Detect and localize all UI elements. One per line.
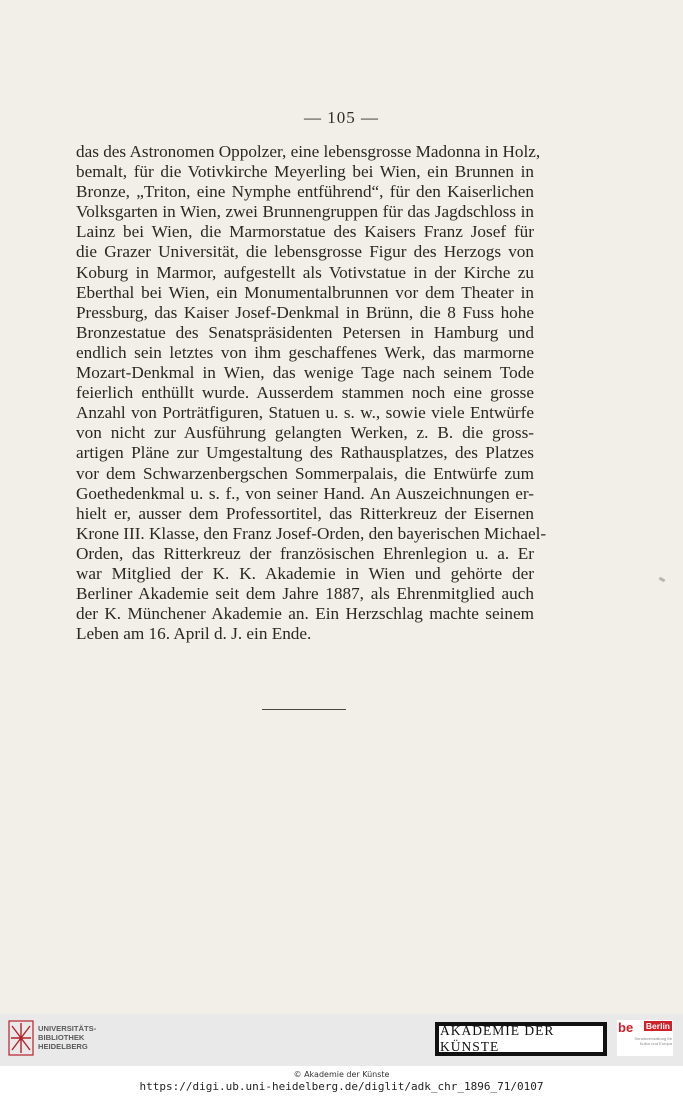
text-line: Volksgarten in Wien, zwei Brunnengruppen für das Jagdschloss in bbox=[76, 202, 534, 222]
library-line: UNIVERSITÄTS- bbox=[38, 1024, 97, 1033]
text-line: bemalt, für die Votivkirche Meyerling bei Wien, ein Brunnen in bbox=[76, 162, 534, 182]
berlin-logo-be: be bbox=[618, 1020, 634, 1035]
text-line: Leben am 16. April d. J. ein Ende. bbox=[76, 624, 312, 644]
text-line: Mozart-Denkmal in Wien, das wenige Tage nach seinem Tode bbox=[76, 363, 534, 383]
berlin-logo-caption: Senatsverwaltung für Kultur und Europa bbox=[634, 1036, 672, 1046]
text-line: Krone III. Klasse, den Franz Josef-Orden, den bayerischen Michael- bbox=[76, 523, 547, 543]
text-line: endlich sein letztes von ihm geschaffenes Werk, das marmorne bbox=[76, 342, 534, 362]
paper-speck bbox=[659, 577, 666, 583]
copyright-notice: © Akademie der Künste bbox=[293, 1070, 390, 1079]
text-line: die Grazer Universität, die lebensgrosse Figur des Herzogs von bbox=[76, 242, 534, 262]
library-line: HEIDELBERG bbox=[38, 1042, 88, 1051]
text-line: Orden, das Ritterkreuz der französischen Ehrenlegion u. a. Er bbox=[76, 543, 534, 563]
text-line: von nicht zur Ausführung gelangten Werken, z. B. die gross- bbox=[76, 423, 534, 443]
text-line: Koburg in Marmor, aufgestellt als Votivstatue in der Kirche zu bbox=[76, 262, 534, 282]
text-line: der K. Münchener Akademie an. Ein Herzschlag machte seinem bbox=[76, 604, 534, 624]
university-library-name[interactable] bbox=[38, 1024, 96, 1051]
text-line: das des Astronomen Oppolzer, eine lebensgrosse Madonna in Holz, bbox=[76, 142, 541, 161]
text-line: Pressburg, das Kaiser Josef-Denkmal in Brünn, die 8 Fuss hohe bbox=[76, 302, 534, 322]
akademie-logo-frame bbox=[439, 1023, 603, 1054]
text-line: Goethedenkmal u. s. f., von seiner Hand. An Auszeichnungen er- bbox=[76, 483, 534, 503]
text-line: vor dem Schwarzenbergschen Sommerpalais, die Entwürfe zum bbox=[76, 463, 534, 483]
page-number: — 105 — bbox=[304, 108, 379, 127]
permalink-url[interactable]: https://digi.ub.uni-heidelberg.de/diglit/adk_chr_1896_71/0107 bbox=[139, 1080, 544, 1093]
university-library-logo-icon[interactable] bbox=[8, 1020, 34, 1056]
akademie-logo[interactable] bbox=[435, 1022, 607, 1056]
text-line: Lainz bei Wien, die Marmorstatue des Kaisers Franz Josef für bbox=[76, 222, 534, 242]
text-line: Anzahl von Porträtfiguren, Statuen u. s. w., sowie viele Entwürfe bbox=[76, 403, 534, 423]
text-line: Bronzestatue des Senatspräsidenten Petersen in Hamburg und bbox=[76, 322, 534, 342]
text-line: war Mitglied der K. K. Akademie in Wien und gehörte der bbox=[76, 563, 534, 583]
body-text bbox=[76, 142, 547, 644]
text-line: feierlich enthüllt wurde. Ausserdem stammen noch eine grosse bbox=[76, 383, 534, 403]
berlin-logo[interactable] bbox=[617, 1020, 673, 1056]
text-line: artigen Pläne zur Umgestaltung des Rathausplatzes, des Platzes bbox=[76, 443, 534, 463]
akademie-label: AKADEMIE DER KÜNSTE bbox=[440, 1023, 555, 1054]
text-line: Bronze, „Triton, eine Nymphe entführend“, für den Kaiserlichen bbox=[76, 182, 534, 202]
text-line: Eberthal bei Wien, ein Monumentalbrunnen vor dem Theater in bbox=[76, 282, 534, 302]
text-line: hielt er, ausser dem Professortitel, das Ritterkreuz der Eisernen bbox=[76, 503, 534, 523]
library-line: BIBLIOTHEK bbox=[38, 1033, 85, 1042]
section-divider bbox=[262, 709, 346, 710]
text-line: Berliner Akademie seit dem Jahre 1887, als Ehrenmitglied auch bbox=[76, 584, 534, 604]
berlin-logo-badge: Berlin bbox=[645, 1021, 670, 1031]
